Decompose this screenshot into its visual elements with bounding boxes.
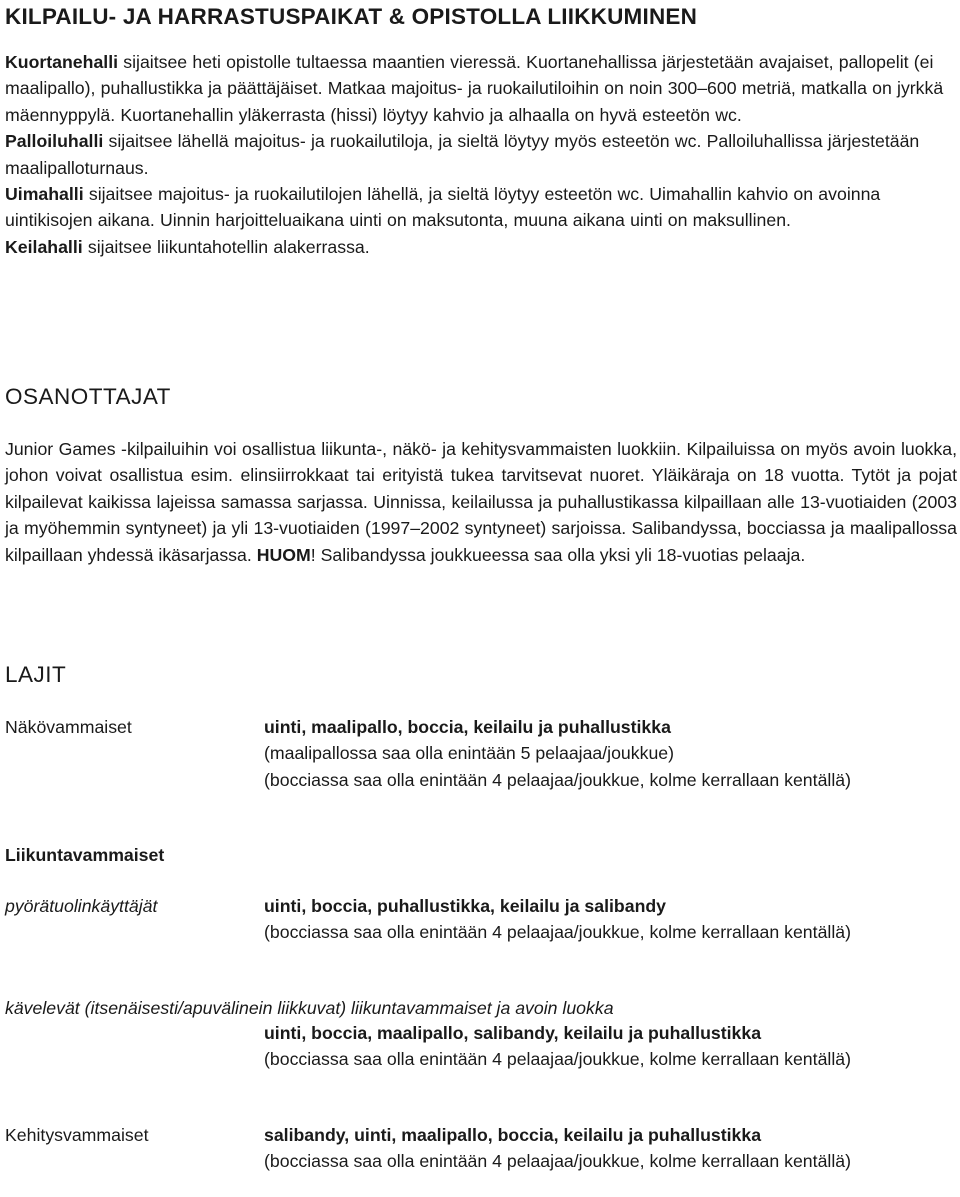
pyoratuoli-sports-block xyxy=(264,893,954,946)
subcategory-pyoratuolinkayttajat: pyörätuolinkäyttäjät xyxy=(5,896,158,916)
kavelevat-sports-block xyxy=(264,1020,954,1073)
participants-note: ! Salibandyssa joukkueessa saa olla yksi yli 18-vuotias pelaaja. xyxy=(310,544,806,565)
huom-label: HUOM xyxy=(256,544,311,565)
nakovammaiset-sports-block xyxy=(264,714,954,793)
kuortanehalli-text: sijaitsee heti opistolle tultaessa maantien vieressä. Kuortanehallissa järjestetään avajaiset, pallopelit (ei maalipallo), puhallustikka ja päättäjäiset. Matkaa majoitus- ja ruokailutiloihin on noin 300–600 metriä, matkalla on jyrkkä mäennyppylä. Kuortanehallin yläkerrasta (hissi) löytyy kahvio ja alhaalla on hyvä esteetön wc. xyxy=(5,52,944,125)
keilahalli-paragraph xyxy=(5,234,960,260)
uimahalli-paragraph xyxy=(5,181,960,234)
category-nakovammaiset: Näkövammaiset xyxy=(5,717,132,737)
participants-title: OSANOTTAJAT xyxy=(5,384,171,409)
nakovammaiset-note-goalball: (maalipallossa saa olla enintään 5 pelaajaa/joukkue) xyxy=(264,743,675,764)
palloiluhalli-paragraph xyxy=(5,128,960,181)
kuortanehalli-paragraph xyxy=(5,49,960,128)
nakovammaiset-sports: uinti, maalipallo, boccia, keilailu ja puhallustikka xyxy=(264,717,671,737)
keilahalli-name: Keilahalli xyxy=(5,236,83,257)
venues-title: KILPAILU- JA HARRASTUSPAIKAT & OPISTOLLA LIIKKUMINEN xyxy=(5,4,698,29)
palloiluhalli-name: Palloiluhalli xyxy=(5,131,104,152)
pyoratuoli-note-boccia: (bocciassa saa olla enintään 4 pelaajaa/joukkue, kolme kerrallaan kentällä) xyxy=(264,922,851,943)
category-liikuntavammaiset: Liikuntavammaiset xyxy=(5,845,165,865)
subcategory-kavelevat: kävelevät (itsenäisesti/apuvälinein liikkuvat) liikuntavammaiset ja avoin luokka xyxy=(5,998,614,1018)
pyoratuoli-sports: uinti, boccia, puhallustikka, keilailu ja salibandy xyxy=(264,896,667,916)
category-kehitysvammaiset: Kehitysvammaiset xyxy=(5,1125,149,1145)
participants-paragraph xyxy=(5,436,957,568)
kehitys-sports: salibandy, uinti, maalipallo, boccia, keilailu ja puhallustikka xyxy=(264,1125,762,1145)
keilahalli-text: sijaitsee liikuntahotellin alakerrassa. xyxy=(82,236,370,257)
kehitys-note-boccia: (bocciassa saa olla enintään 4 pelaajaa/joukkue, kolme kerrallaan kentällä) xyxy=(264,1151,851,1172)
kavelevat-sports: uinti, boccia, maalipallo, salibandy, keilailu ja puhallustikka xyxy=(264,1023,762,1043)
kavelevat-note-boccia: (bocciassa saa olla enintään 4 pelaajaa/joukkue, kolme kerrallaan kentällä) xyxy=(264,1049,851,1070)
participants-text: Junior Games -kilpailuihin voi osallistua liikunta-, näkö- ja kehitysvammaisten luokkiin. Kilpailuissa on myös avoin luokka, johon voivat osallistua esim. elinsiirrokkaat tai erityistä tukea tarvitsevat nuoret. Yläikäraja on 18 vuotta. Tytöt ja pojat kilpailevat kaikissa lajeissa samassa sarjassa. Uinnissa, keilailussa ja puhallustikassa kilpaillaan alle 13-vuotiaiden (2003 ja myöhemmin syntyneet) ja yli 13-vuotiaiden (1997–2002 syntyneet) sarjoissa. Salibandyssa, bocciassa ja maalipallossa kilpaillaan yhdessä ikäsarjassa. xyxy=(5,439,957,565)
palloiluhalli-text: sijaitsee lähellä majoitus- ja ruokailutiloja, ja sieltä löytyy myös esteetön wc. Palloiluhallissa järjestetään maalipalloturnaus. xyxy=(5,131,920,178)
venues-section xyxy=(5,0,960,260)
uimahalli-name: Uimahalli xyxy=(5,184,84,205)
sports-title: LAJIT xyxy=(5,662,67,687)
nakovammaiset-note-boccia: (bocciassa saa olla enintään 4 pelaajaa/joukkue, kolme kerrallaan kentällä) xyxy=(264,769,851,790)
uimahalli-text: sijaitsee majoitus- ja ruokailutilojen lähellä, ja sieltä löytyy esteetön wc. Uimahallin kahvio on avoinna uintikisojen aikana. Uinnin harjoitteluaikana uinti on maksutonta, muuna aikana uinti on maksullinen. xyxy=(5,184,881,231)
venues-body xyxy=(5,49,960,260)
kehitys-sports-block xyxy=(264,1122,954,1175)
kuortanehalli-name: Kuortanehalli xyxy=(5,52,119,72)
